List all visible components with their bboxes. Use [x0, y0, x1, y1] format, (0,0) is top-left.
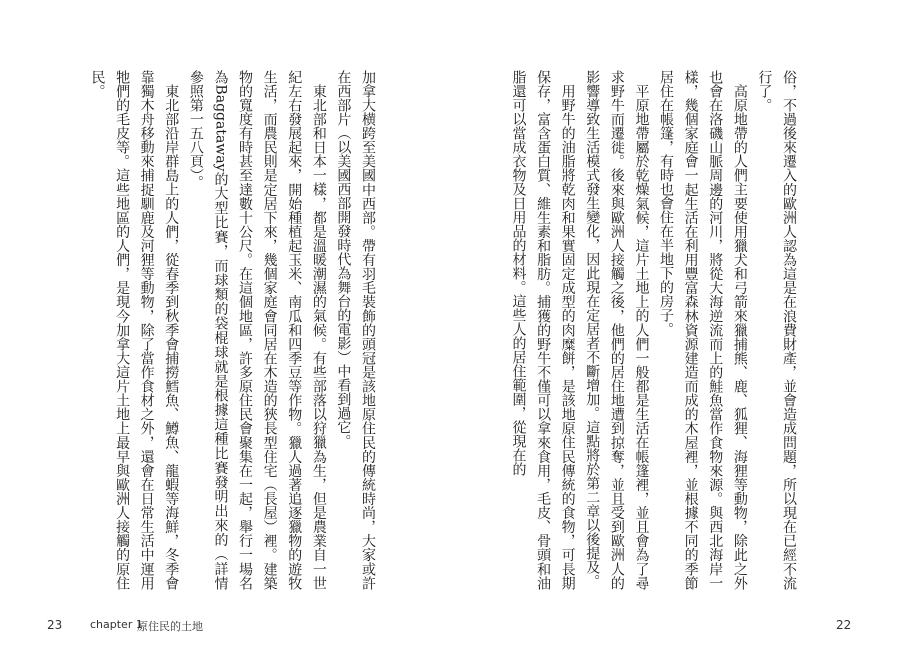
left-paragraph-2: 東北部和日本一樣，都是溫暖潮濕的氣候。有些部落以狩獵為生，但是農業自一世紀左右發展起來，開始種植起玉米、南瓜和四季豆等作物。獵人過著追逐獵物的遊牧生活，而農民則是定居下來，幾個家庭會同居在木造的狹長型住宅（長屋）裡。建築物的寬度有時甚至達數十公尺。在這個地區，許多原住民會聚集在一起，舉行一場名為Baggataway的大型比賽，而球類的袋棍球就是根據這種比賽發明出來的（詳情參照第一五八頁）。	[187, 70, 327, 590]
right-page	[450, 0, 900, 661]
right-paragraph-1: 俗，不過後來遷入的歐洲人認為這是在浪費財產，並會造成問題，所以現在已經不流行了。	[756, 70, 797, 590]
left-paragraph-3: 東北部沿岸群島上的人們，從春季到秋季會捕撈鱈魚、鱒魚、龍蝦等海鮮，冬季會靠獨木舟移動來捕捉馴鹿及河狸等動物，除了當作食材之外，還會在日常生活中運用牠們的毛皮等。這些地區的人們，是現今加拿大這片土地上最早與歐洲人接觸的原住民。	[89, 70, 180, 590]
left-page-number: 23	[47, 618, 63, 632]
left-paragraph-1: 加拿大横跨至美國中西部。帶有羽毛裝飾的頭冠是該地原住民的傳統時尚，大家或許在西部片（以美國西部開發時代為舞台的電影）中看到過它。	[335, 70, 376, 590]
right-page-number: 22	[836, 618, 852, 632]
right-paragraph-4: 用野牛的油脂將乾肉和果實固定成型的肉糜餅，是該地原住民傳統的食物，可長期保存，富含蛋白質、維生素和脂肪。捕獲的野牛不僅可以拿來食用，毛皮、骨頭和油脂還可以當成衣物及日用品的材料。這些人的居住範圍，從現在的	[510, 70, 576, 590]
left-page-body	[70, 70, 380, 590]
chapter-title: 原住民的土地	[137, 620, 203, 633]
chapter-label: chapter 1	[90, 618, 143, 631]
right-paragraph-3: 平原地帶屬於乾燥氣候，這片土地上的人們一般都是生活在帳篷裡，並且會為了尋求野牛而遷徙。後來與歐洲人接觸之後，他們的居住地遭到掠奪，並且受到歐洲人的影響導致生活模式發生變化，因此現在定居者不斷增加。這點將於第二章以後提及。	[584, 70, 650, 590]
right-paragraph-2: 高原地帶的人們主要使用獵犬和弓箭來獵捕熊、鹿、狐狸、海狸等動物，除此之外也會在洛磯山脈周邊的河川，將從大海逆流而上的鮭魚當作食物來源。與西北海岸一樣，幾個家庭會一起生活在利用豐富森林資源建造而成的木屋裡，並根據不同的季節居住在帳篷，有時也會住在半地下的房子。	[658, 70, 748, 590]
right-page-body	[485, 70, 801, 590]
